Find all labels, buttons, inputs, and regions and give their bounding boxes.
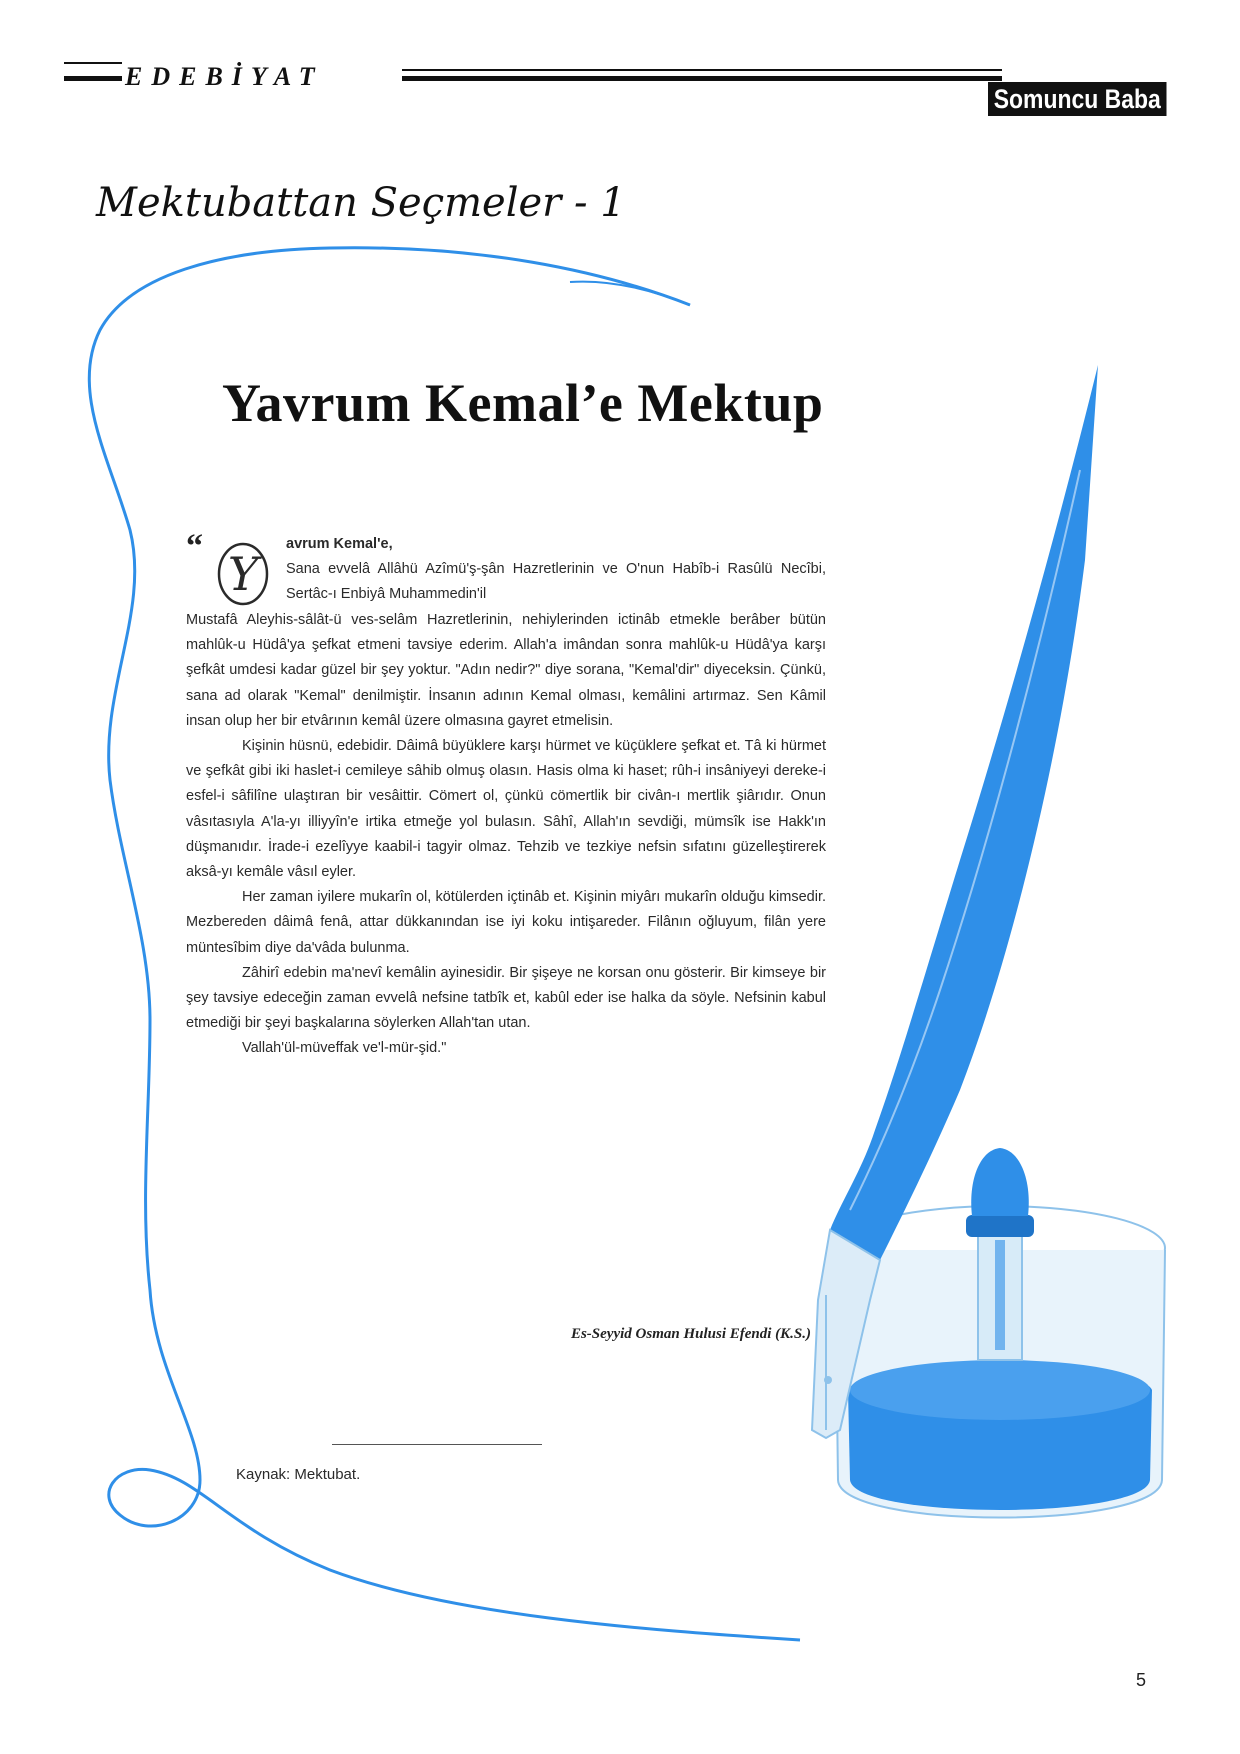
paragraph-1: Mustafâ Aleyhis-sâlât-ü ves-selâm Hazretlerinin, nehiylerinden ictinâb etmekle berâber bütün mahlûk-u Hüdâ'ya şefkat etmeni tavsiye ederim. Allah'a imândan sonra mahlûk-u Hüdâ'ya karşı şefkât umdesi kadar güzel bir şey yoktur. "Adın nedir?" diye sorana, "Kemal'dir" diyeceksin. Çünkü, sana ad olarak "Kemal" denilmiştir. İnsanın adının Kemal olması, kemâlini artırmaz. Sen Kâmil insan olup her bir etvârının kemâl üzere olmasına gayret etmelisin. — [186, 612, 826, 729]
source-note: Kaynak: Mektubat. — [236, 1466, 361, 1483]
header-rule-left-thin — [64, 62, 122, 64]
paragraph-2: Kişinin hüsnü, edebidir. Dâimâ büyüklere karşı hürmet ve küçüklere şefkat et. Tâ ki hürmet ve şefkât gibi iki haslet-i cemileye sâhib olmuş olasın. Hasis olma ki haset; rûh-i insâniyeyi dereke-i esfel-i sâfilîne ulaştıran bir vesâittir. Cömert ol, çünkü cömertlik bir civân-ı mertlik şiârıdır. Onun vâsıtasıyla A'la-yı illiyyîn'e irtika etmeğe yol bulasın. Sâhî, Allah'ın sevdiği, mümsîk ise Hakk'ın düşmanıdır. İrade-i ezelîyye kaabil-i tagyir olmaz. Tehzib ve tezkiye nefsin sıfatını güzelleştirerek aksâ-yı kemâle vâsıl eyler. — [186, 738, 826, 881]
drop-cap-char: Y — [227, 547, 259, 601]
paragraph-4: Zâhirî edebin ma'nevî kemâlin ayinesidir. Bir şişeye ne korsan onu gösterir. Bir kimseye bir şey tavsiye edeceğin zaman evvelâ nefsine tatbîk et, kabûl eder ise halka da söyle. Nefsinin kabul etmediği bir şeyi başkalarına söylerken Allah'tan utan. — [186, 964, 826, 1032]
article-title: Yavrum Kemal’e Mektup — [222, 373, 824, 433]
greeting: avrum Kemal'e, — [286, 536, 393, 552]
paragraph-3: Her zaman iyilere mukarîn ol, kötülerden içtinâb et. Kişinin miyârı mukarîn olduğu kimsedir. Mezbereden dâimâ fenâ, attar dükkanından ise iyi koku intişareder. Filânın oğluyum, filân yere müntesîbim diye da'vâda bulunma. — [186, 889, 826, 956]
article-body — [186, 608, 826, 1062]
opening-sentence: Sana evvelâ Allâhü Azîmü'ş-şân Hazretlerinin ve O'nun Habîb-i Rasûlü Necîbi, Sertâc-ı Enbiyâ Muhammedin'il — [286, 561, 826, 603]
article-opening — [286, 532, 826, 608]
brand-logo: Somuncu Baba — [988, 82, 1167, 116]
section-label: EDEBİYAT — [125, 62, 324, 91]
series-title: Mektubattan Seçmeler - 1 — [96, 180, 626, 226]
source-divider — [332, 1444, 542, 1445]
author-signature: Es-Seyyid Osman Hulusi Efendi (K.S.) — [570, 1326, 811, 1342]
page-number: 5 — [1136, 1670, 1147, 1690]
header-rule-left — [64, 76, 122, 81]
header-rule-thick — [402, 76, 1002, 81]
header-rule-thin — [402, 69, 1002, 71]
opening-quote-mark: “ — [186, 528, 203, 565]
closing-line: Vallah'ül-müveffak ve'l-mür-şid." — [242, 1040, 447, 1057]
drop-cap-letter — [212, 532, 274, 616]
